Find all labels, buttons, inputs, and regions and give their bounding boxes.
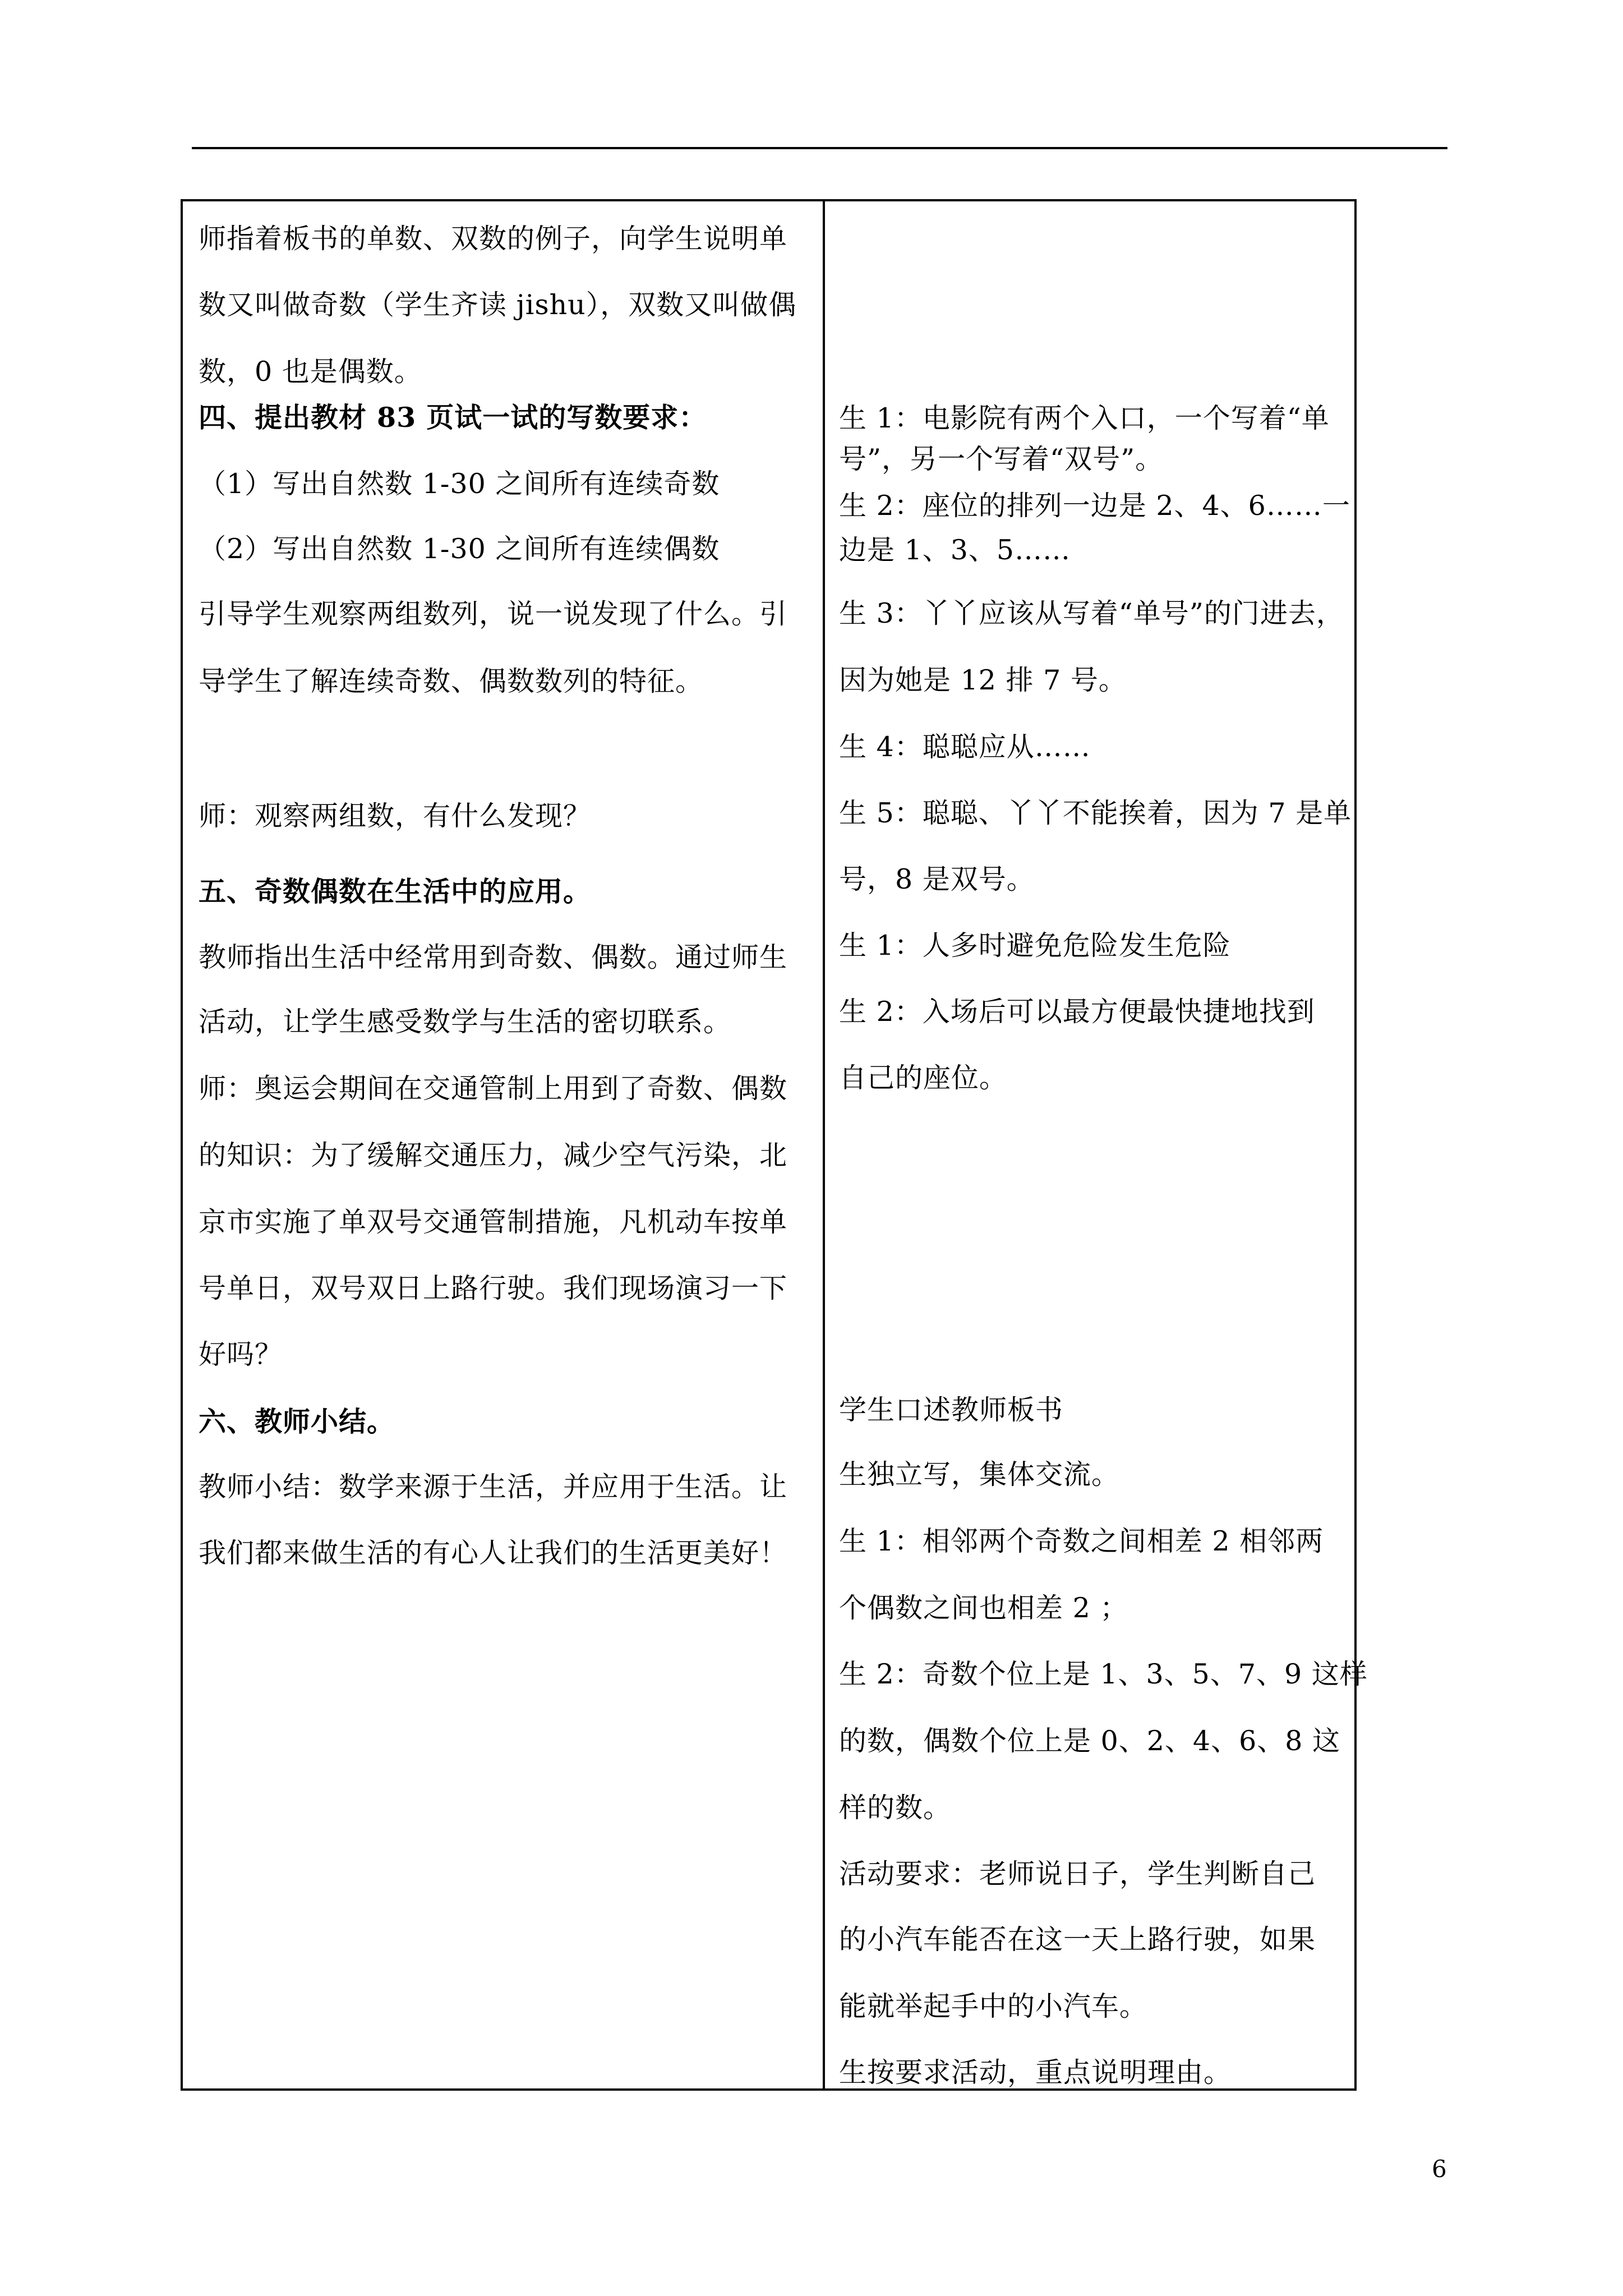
left-line: 师：观察两组数，有什么发现？ bbox=[199, 800, 592, 832]
right-line: 能就举起手中的小汽车。 bbox=[839, 1990, 1148, 2022]
section-heading-4: 四、提出教材 83 页试一试的写数要求： bbox=[199, 401, 707, 434]
right-line: 的数，偶数个位上是 0、2、4、6、8 这 bbox=[839, 1725, 1341, 1757]
right-line: 生 1：人多时避免危险发生危险 bbox=[839, 930, 1231, 961]
right-line: 生 2：入场后可以最方便最快捷地找到 bbox=[839, 996, 1315, 1028]
column-divider bbox=[823, 201, 825, 2088]
right-line: 生 4：聪聪应从…… bbox=[839, 731, 1091, 763]
right-line: 生 1：电影院有两个入口，一个写着“单 bbox=[839, 402, 1330, 434]
left-line: （1）写出自然数 1-30 之间所有连续奇数 bbox=[199, 468, 720, 500]
left-line: 师指着板书的单数、双数的例子，向学生说明单 bbox=[199, 223, 788, 255]
left-line: 教师指出生活中经常用到奇数、偶数。通过师生 bbox=[199, 941, 788, 973]
section-heading-5: 五、奇数偶数在生活中的应用。 bbox=[199, 875, 592, 908]
right-line: 样的数。 bbox=[839, 1792, 952, 1824]
right-line: 生按要求活动，重点说明理由。 bbox=[839, 2056, 1232, 2088]
header-rule bbox=[192, 147, 1447, 149]
right-line: 生 5：聪聪、丫丫不能挨着，因为 7 是单 bbox=[839, 797, 1352, 829]
right-line: 生 3：丫丫应该从写着“单号”的门进去， bbox=[839, 597, 1344, 629]
right-line: 生 2：座位的排列一边是 2、4、6……一 bbox=[839, 490, 1350, 522]
left-line: 我们都来做生活的有心人让我们的生活更美好！ bbox=[199, 1537, 788, 1569]
left-line: 号单日，双号双日上路行驶。我们现场演习一下 bbox=[199, 1272, 788, 1304]
right-line: 号，8 是双号。 bbox=[839, 863, 1035, 895]
left-line: 教师小结：数学来源于生活，并应用于生活。让 bbox=[199, 1471, 788, 1503]
right-line: 生独立写，集体交流。 bbox=[839, 1458, 1120, 1490]
right-line: 自己的座位。 bbox=[839, 1062, 1008, 1094]
left-line: 师：奥运会期间在交通管制上用到了奇数、偶数 bbox=[199, 1073, 788, 1105]
right-line: 活动要求：老师说日子，学生判断自己 bbox=[839, 1858, 1316, 1890]
left-line: 数又叫做奇数（学生齐读 jishu），双数又叫做偶 bbox=[199, 289, 797, 321]
right-line: 生 2：奇数个位上是 1、3、5、7、9 这样 bbox=[839, 1658, 1368, 1690]
right-line: 生 1：相邻两个奇数之间相差 2 相邻两 bbox=[839, 1525, 1324, 1557]
section-heading-6: 六、教师小结。 bbox=[199, 1405, 395, 1438]
right-line: 号”，另一个写着“双号”。 bbox=[839, 443, 1164, 475]
left-line: 引导学生观察两组数列，说一说发现了什么。引 bbox=[199, 598, 788, 630]
left-line: 导学生了解连续奇数、偶数数列的特征。 bbox=[199, 665, 704, 697]
left-line: 好吗？ bbox=[199, 1338, 283, 1370]
right-line: 因为她是 12 排 7 号。 bbox=[839, 664, 1127, 696]
left-line: 数，0 也是偶数。 bbox=[199, 356, 422, 388]
right-line: 学生口述教师板书 bbox=[839, 1394, 1064, 1426]
left-line: 京市实施了单双号交通管制措施，凡机动车按单 bbox=[199, 1206, 788, 1238]
left-line: （2）写出自然数 1-30 之间所有连续偶数 bbox=[199, 533, 720, 565]
left-line: 活动，让学生感受数学与生活的密切联系。 bbox=[199, 1006, 732, 1038]
right-line: 边是 1、3、5…… bbox=[839, 534, 1071, 566]
right-line: 的小汽车能否在这一天上路行驶，如果 bbox=[839, 1924, 1316, 1955]
left-line: 的知识：为了缓解交通压力，减少空气污染，北 bbox=[199, 1139, 788, 1171]
lesson-table bbox=[181, 199, 1368, 2091]
right-line: 个偶数之间也相差 2 ； bbox=[839, 1592, 1128, 1624]
page-number: 6 bbox=[1432, 2155, 1447, 2183]
